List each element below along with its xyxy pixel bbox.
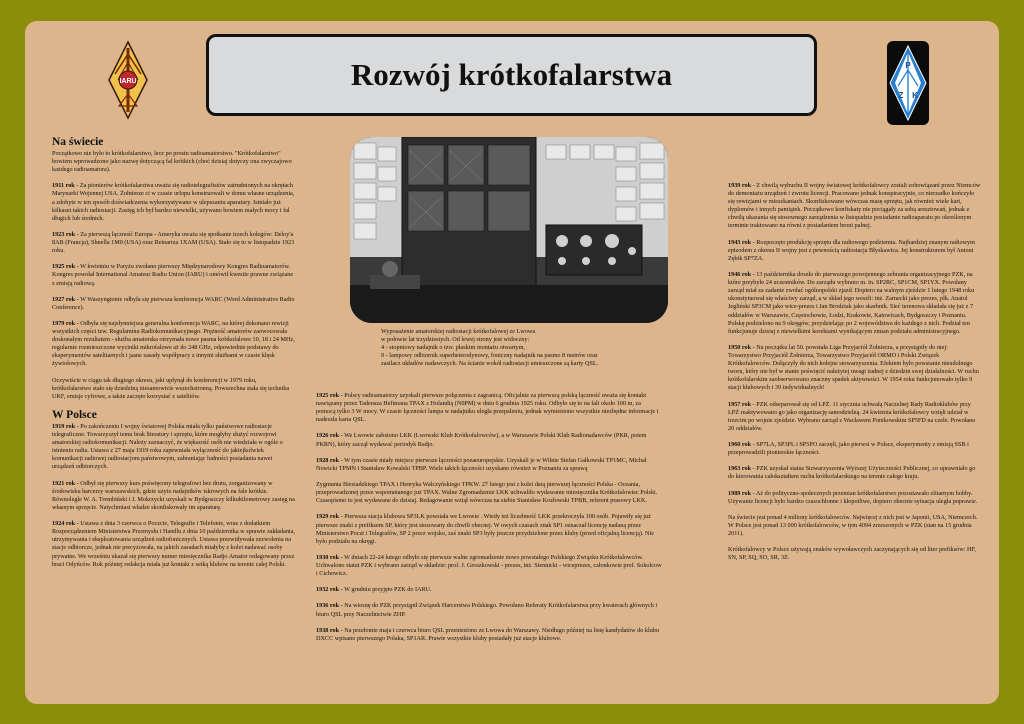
entry-year: 1927 rok: [52, 295, 76, 303]
entry-year: 1936 rok: [316, 602, 340, 610]
pzk-logo-icon: [886, 40, 930, 126]
entry-text: Krótkofalowcy w Polsce używają znaków wywoławczych zaczynających się od liter prefiksów: HF, SN, SP, SQ, SO, SR, 3Z.: [728, 546, 976, 562]
caption-line: Wyposażenie amatorskiej radiostacji krótkofalowej ze Lwowa: [381, 328, 536, 335]
entry-year: 1924 rok: [52, 520, 76, 528]
heading-poland: W Polsce: [52, 409, 97, 421]
history-entry: [728, 239, 982, 263]
history-entry: [316, 554, 662, 578]
entry-text: - Z chwilą wybuchu II wojny światowej krótkofalowcy zostali zobowiązani przez Niemców do demontażu urządzeń i zwrotu licencji. Pracowano jednak konspiracyjnie, co nierzadko kończyło się rewizjami w mieszkaniach. Skonfiskowano wówczas masę sprzętu, jak również wiele kart, dyplomów i innych pamiątek. Początkowo konfiskaty nie pociągały za sobą aresztowań, jednak z chwilą ukazania się stosownego zarządzenia w listopadzie posiadanie radioaparatu po określonym terminie traktowano na równi z posiadaniem broni palnej.: [728, 182, 981, 230]
photo-caption: [381, 328, 673, 368]
caption-line: w połowie lat trzydziestych. Od lewej strony jest widoczny:: [381, 336, 530, 343]
entry-text: - W Waszyngtonie odbyła się pierwsza konferencja WARC (Word Administrative Radio Conference).: [52, 295, 295, 311]
entry-text: - Ustawa z dnia 3 czerwca o Poczcie, Telegrafie i Telefonie, wraz z dodatkiem Rozporządzeniem Ministerstwa Przemysłu i Handlu z dnia 10 października w sprawie zakładania, utrzymywania i eksploatowania urządzeń radiofonicznych. Ustawa przewidywała zezwolenia na stacje odbiorcze, jednak nie precyzowała, na jakich zasadach miałyby z kolei nadawać osoby prywatne. We wrześniu ukazał się pierwszy numer miesięcznika Radjo Amator redagowany przez braci Odyńców. Rok później redakcja miała już kontakt z setką klubów na terenie całej Polski.: [52, 520, 295, 568]
entry-year: 1928 rok: [316, 456, 340, 464]
history-entry: [52, 182, 296, 222]
entry-year: 1943 rok: [728, 238, 752, 246]
entry-text: - PZK uzyskał status Stowarzyszenia Wyższej Użyteczności Publicznej, co uprawniało go do kierowania całokształtem ruchu krótkofalarskiego na terenie całego kraju.: [728, 465, 976, 481]
entry-year: 1911 rok: [52, 182, 75, 190]
middle-column: [316, 392, 662, 651]
history-entry: [728, 271, 982, 336]
entry-year: 1921 rok: [52, 479, 76, 487]
history-entry: [52, 263, 296, 287]
entry-text: - Odbyła się najsłynniejsza generalna konferencja WARC, na której dokonano rewizji wszystkich części tzw. Regulaminu Radiokomunikacyjnego. Prężność amatorów zaowocowała doskonałym rezultatem - służba amatorska otrzymała nowe pasma krótkofalowe 10, 18 i 24 MHz, regularnie rozmieszczone wyciniki mikrofalowe aż do 248 GHz, odpowiednie podstawy do eksperymentów satelitarnych i jasne zasady współpracy z innymi służbami w czasie klęsk żywiołowych.: [52, 319, 295, 368]
history-entry: [728, 182, 982, 231]
entry-text: - 13 października doszło do pierwszego powojennego zebrania organizacyjnego PZK, na które przybyło 24 uczestników. Do zarządu wybrano m. in. SP2RC, SP1CM, SP1YX. Powołany zarząd miał za zadanie zwołać ogólnopolski zjazd. Dopiero na walnym zjeździe 1 lutego 1948 roku ukonstytuował się właściwy zarząd, a w skład jego weszli: inż. Zarnecki jako prezes, plk. Anatol Jegliński SP3CM jako wice-prezes i Jan Brodziak jako skarbnik. Sieć terenowa składała się już z 7 oddziałów w Warszawie, Częstochowie, Łodzi, Krakowie, Katowicach, Bydgoszczy i Poznaniu. Polskę podzielono na 9 okręgów, przydzielając po 2 województwa do każdego z nich. Podział ten funkcjonuje dzisiaj z niewielkimi korektami wynikającym zmian podziału administracyjnego.: [728, 271, 975, 335]
history-entry: [728, 490, 982, 506]
history-entry: [316, 602, 662, 618]
entry-year: 1923 rok: [52, 230, 76, 238]
entry-text: Zygmunta Biesiadzkiego TPAX i Henryka Walczyńskiego TPKW. 27 lutego jest z kolei datą pierwszej łączności Polska - Oceania, przeprowadzonej przez wspomnianego już TPAX. Walne Zgromadzenie LKK uchwaliło wydawanie miesięcznika Krótkofalowiec Polski. Czasopismo to jest wydawane do dzisiaj. Redagowanie wziął wówczas na siebie Stanisław Kozłowski TPBB, referent prasowy LKK.: [316, 481, 658, 505]
history-entry: [316, 432, 662, 448]
entry-year: 1960 rok: [728, 441, 752, 448]
history-entry: [52, 423, 296, 472]
iaru-logo-icon: [107, 40, 149, 120]
entry-text: - Aż do polityczno-społecznych przemian krótkofalarstwo pozostawało elitarnym hobby. Używanie licencji było bardzo czasochłonne i kłopotliwe, dopiero obecnie sytuacja uległa poprawie.: [728, 489, 978, 505]
caption-line: 4 - stopniowy nadajnik o tzw. płaskim montażu otwartym,: [381, 344, 525, 351]
right-column: [728, 182, 982, 571]
history-entry: [728, 546, 982, 562]
entry-year: 1925 rok: [52, 263, 76, 271]
title-box: [206, 34, 817, 116]
entry-text: - Na przełomie maja i czerwca biuro QSL przeniesiono ze Lwowa do Warszawy. Niedługo później na listę kandydatów do klubu DXCC wpisano pierwszego Polaka, SP1AR. Prawie wszystkie kluby posiadały już stacje klubowe.: [316, 626, 659, 642]
entry-year: 1919 rok: [52, 423, 76, 430]
entry-year: 1957 rok: [728, 400, 752, 408]
page-title: Rozwój krótkofalarstwa: [350, 57, 673, 92]
pzk-letter-k: K: [912, 91, 918, 100]
caption-line: 9 - lampowy odbiornik superheterodynowy, foniczny nadajnik na pasmo 8 metrów oraz: [381, 352, 598, 359]
iaru-logo-text: IARU: [119, 78, 137, 85]
entry-text: - Na wiosnę do PZK przystąpił Związek Harcerstwa Polskiego. Powołano Referaty Krótkofalarstwa przy kwaterach głównych i biuro QSL przy Naczelnictwie ZHP.: [316, 602, 658, 618]
entry-year: 1979 rok: [52, 319, 76, 327]
poland-entries: [52, 423, 296, 569]
history-entry: [728, 401, 982, 433]
history-entry: [52, 320, 296, 369]
entry-text: - Za pionierów krótkofalarstwa uważa się radiotelegrafistów zatrudnionych na okrętach Marynarki Wojennej USA. Żołnierze ci w czasie urlopu konstruowali w domu własne urządzenia, a zdobyte w ten sposób doświadczenia wykorzystywano w ulepszaniu aparatury. Istniało już kilkaset takich radiostacji. Zasięg ich był bardzo niewielki, używano bowiem małych mocy i fal długich lub średnich.: [52, 182, 295, 222]
entry-text: - W tym czasie miały miejsce pierwsze łączności pozaeuropejskie. Uzyskali je w Wilnie Stefan Gałkowski TP1MC, Michał Nowicki TPMN i Stanisław Kowalski TPBP. Wiele takich łączności uzyskano również w Poznaniu za sprawą: [316, 456, 647, 472]
entry-text: - W dniach 22-24 lutego odbyło się pierwsze walne zgromadzenie nowo powstałego Polskiego Związku Krótkofalowców. Uchwalono statut PZK i wybrano zarząd w składzie: prof. J. Groszkowski - prezes, inż. Siennicki - wiceprezes, członkowie prof. Sokolcow i Cichowicz.: [316, 553, 662, 578]
entry-year: 1925 rok: [316, 392, 340, 399]
history-entry: [316, 586, 662, 594]
entry-year: 1939 rok: [728, 182, 752, 189]
history-entry: [316, 513, 662, 545]
entry-text: Na świecie jest ponad 4 miliony krótkofalowców. Najwięcej z nich jest w Japonii, USA, Niemczech. W Polsce jest ponad 13 000 krótkofalowców, w tym 4094 zrzeszonych w PZK (stan na 15 grudnia 2011).: [728, 513, 978, 538]
history-entry: [52, 520, 296, 569]
entry-text: - W kwietniu w Paryżu zwołano pierwszy Międzynarodowy Kongres Radioamatorów. Kongres powołał International Amateur Radio Union (IARU) i omówił kwestie prawne związane z emisją radiową.: [52, 263, 294, 287]
entry-year: 1963 rok: [728, 465, 752, 473]
entry-text: Oczywiście w ciągu tak długiego okresu, jaki upłynął do konferencji w 1979 roku, krótkofalarstwo stało się dziedziną niesamowicie wszechstronną. Powszechna stała się technika UKF, emisje cyfrowe, a także zaczęto korzystać z satelitów.: [52, 376, 290, 400]
history-entry: [52, 480, 296, 512]
history-entry: [728, 514, 982, 538]
caption-line: zasilacz układów nadawczych. Na ścianie wokół radiostacji umieszczone są karty QSL.: [381, 360, 599, 367]
history-entry: [316, 392, 662, 424]
history-entry: [52, 377, 296, 401]
entry-year: 1932 rok: [316, 586, 340, 594]
pzk-letter-z: Z: [898, 91, 904, 100]
entry-text: - Pierwsza stacja klubowa SP3LK powstała we Lwowie . Wtedy też liczebność LKK przekroczyła 100 osób. Pojawiły się już pierwsze znaki z prefiksem SP, który jest stosowany do chwili obecnej. W owych czasach znak SP1 oznaczał licencję nadaną przez Ministerstwo Poczt i Telegrafów, SP 2 przez wojsko, zaś znaki SP3 były jeszcze przydzielone przez kluby (przed oficjalną licencją). Nie było podziału na okręgi.: [316, 513, 654, 545]
intro-paragraph: Początkowo nie było to krótkofalarstwo, lecz po prostu radioamatorstwo. "Krótkofalarstwo" bowiem wprowadzono jako nazwę dotyczącą fal krótkich (choć dzisiaj dotyczy ona zwyczajowo każdego radioamatora).: [52, 150, 292, 174]
entry-text: - Odbył się pierwszy kurs poświęcony telegrafowi bez drutu, zorganizowany w środowisku harcerzy warszawskich, gdzie użyto nadajników iskrowych na fale krótkie. Równolegle W. A. Trembiński i J. Mokrzycki uzyskali w Bydgoszczy kilkukilometrowy zasięg na własnym sprzęcie. Natychmiast władze skonfiskowały im aparaturę.: [52, 479, 295, 511]
entry-year: 1950 rok: [728, 343, 752, 351]
left-column: [52, 136, 296, 577]
pzk-letter-p: P: [905, 61, 911, 70]
history-entry: [728, 441, 982, 457]
entry-year: 1929 rok: [316, 513, 340, 521]
history-entry: [316, 481, 662, 505]
history-entry: [728, 344, 982, 393]
entry-text: - Na początku lat 50. powstała Liga Przyjaciół Żołnierza, a przystąpiły do niej: Towarzystwo Przyjaciół Żołnierza, Towarzystwo Przyjaciół ORMO i Polski Związek Krótkofalowców. Dołączyły do nich kolejne stowarzyszenia. Efektem było powstanie nieudolnego tworu, który nie był w stanie poświęcić należytej uwagi żadnej z dziedzin swej działalności. W ruchu krótkofalarskim zaobserwowano znaczny spadek aktywności. W 1954 roku funkcjonowało tylko 9 stacji klubowych i 39 indywidualnych!: [728, 343, 979, 392]
entry-year: 1989 rok: [728, 489, 752, 497]
entry-text: - PZK odseparował się od LPŻ. 11 stycznia uchwałą Naczelnej Rady Radioklubów przy LPŻ reaktywowano go jako organizację samodzielną. 24 kwietnia krótkofalowcy wzięli udział w trzecim po wojnie zjeździe. Wybrano zarząd z Wacławem Ponikowskim SP5FD na czele. Powołano 20 oddziałów.: [728, 400, 976, 432]
radio-station-photo: [350, 137, 668, 323]
entry-text: - SP7LA, SP3PL i SP5PO zaczęli, jako pierwsi w Polsce, eksperymenty z emisją SSB i przeprowadzili pionierskie łączności.: [728, 441, 969, 457]
entry-text: - W grudniu przyjęto PZK do IARU.: [339, 586, 432, 594]
history-entry: [52, 231, 296, 255]
entry-text: - Za pierwszą łączność Europa - Ameryka uważa się spotkanie trzech kolegów: Deloy'a 8AB (Francja), Shnella 1M0 (USA) oraz Reinartza 1XAM (USA). Stało się to w listopadzie 1923 roku.: [52, 230, 295, 255]
heading-world: Na świecie: [52, 136, 104, 148]
history-entry: [52, 296, 296, 312]
history-entry: [316, 457, 662, 473]
history-entry: [728, 465, 982, 481]
entry-year: 1930 rok: [316, 553, 340, 561]
entry-year: 1926 rok: [316, 432, 340, 440]
entry-text: - Rozpoczęto produkcję sprzętu dla radiowego podziemia. Najbardziej znanym radiowym epizodem z okresu II wojny jest z pewnością radiostacja Błyskawica. Jej konstruktorem był Antoni Zębik SP7ZA.: [728, 238, 975, 262]
world-entries: [52, 182, 296, 401]
entry-text: - Po zakończeniu I wojny światowej Polska miała tylko państwowe radiostacje telegraficzne. Towarzyszył temu brak literatury i sprzętu, które mogłyby służyć rozwojowi amatorskiej radiokomunikacji. Należy zaznaczyć, że większość osób nie wiedziała w ogóle o istnieniu radia. Ustawa z 27 maja 1919 roku zapewniała wyłączność do jakiejkolwiek komunikacji radiowej radiostacjom państwowym, zabraniając ludności posiadania nawet urządzeń odbiorczych.: [52, 423, 283, 471]
entry-year: 1938 rok: [316, 626, 340, 634]
entry-text: - Polscy radioamatorzy uzyskali pierwsze połączenia z zagranicą. Oficjalnie za pierwszą polską łączność uważa się kontakt nawiązany przez Tadeusza Heftmana TPAX z Holandią (N0PM) w dniu 6 grudnia 1925 roku. Odbyło się to na fali około 100 m, za pomocą tylko 3 W mocy. W czasie łączności lampa w nadajniku uległa przepaleniu, jednak wymieniono wszystkie niezbędne informacje i nadeszła karta QSL.: [316, 392, 659, 424]
history-entry: [316, 627, 662, 643]
entry-year: 1946 rok: [728, 271, 752, 279]
entry-text: - We Lwowie założono LKK (Lwowski Klub Krótkofalowców), a w Warszawie Polski Klub Radionadawców (PKR, potem PKRN), który zaczął wydawać periodyk Radjo.: [316, 432, 647, 448]
